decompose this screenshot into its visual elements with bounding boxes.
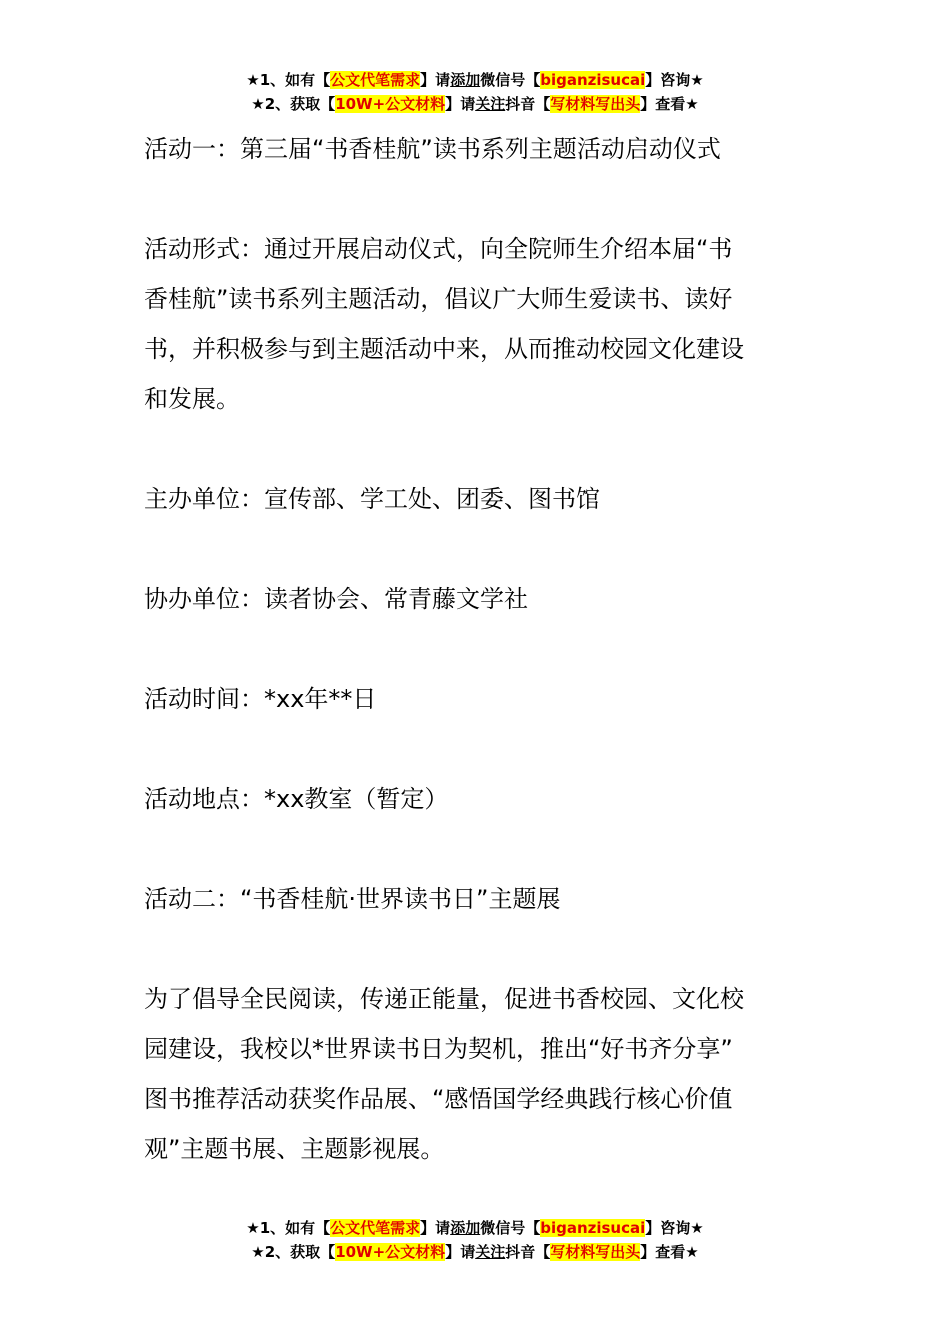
banner-highlight-douyin: 写材料写出头 (550, 1243, 641, 1261)
banner-highlight-wechat-id: biganzisucai (540, 1219, 646, 1237)
activity-time: 活动时间：*xx年**日 (144, 685, 377, 713)
activity-one-heading: 活动一：第三届“书香桂航”读书系列主题活动启动仪式 (144, 135, 721, 163)
paragraph-line: 香桂航”读书系列主题活动，倡议广大师生爱读书、读好 (144, 285, 733, 313)
host-unit: 主办单位：宣传部、学工处、团委、图书馆 (144, 485, 600, 513)
banner-text: 】查看★ (640, 95, 699, 113)
banner-highlight-materials: 10W+公文材料 (335, 1243, 446, 1261)
banner-underlined-add: 添加 (450, 1219, 481, 1237)
paragraph-line: 图书推荐活动获奖作品展、“感悟国学经典践行核心价值 (144, 1085, 733, 1113)
banner-text: 微信号【 (480, 71, 541, 89)
header-banner (0, 68, 950, 116)
document-body (144, 124, 812, 1224)
banner-line-1 (0, 1216, 950, 1240)
banner-text: ★1、如有【 (246, 1219, 331, 1237)
banner-highlight-service: 公文代笔需求 (330, 71, 421, 89)
banner-line-2 (0, 1240, 950, 1264)
banner-text: 】请 (445, 95, 476, 113)
banner-text: ★2、获取【 (251, 1243, 336, 1261)
activity-place: 活动地点：*xx教室（暂定） (144, 785, 449, 813)
paragraph-line: 和发展。 (144, 385, 240, 413)
banner-text: 】请 (420, 71, 451, 89)
paragraph-line: 书，并积极参与到主题活动中来，从而推动校园文化建设 (144, 335, 744, 363)
banner-text: 】查看★ (640, 1243, 699, 1261)
banner-highlight-wechat-id: biganzisucai (540, 71, 646, 89)
activity-form-paragraph (144, 224, 812, 424)
banner-text: 抖音【 (505, 95, 551, 113)
banner-line-2 (0, 92, 950, 116)
banner-text: ★1、如有【 (246, 71, 331, 89)
paragraph-line: 园建设，我校以*世界读书日为契机，推出“好书齐分享” (144, 1035, 733, 1063)
activity-two-intro (144, 974, 812, 1174)
banner-underlined-add: 添加 (450, 71, 481, 89)
banner-highlight-service: 公文代笔需求 (330, 1219, 421, 1237)
banner-text: 】请 (420, 1219, 451, 1237)
banner-line-1 (0, 68, 950, 92)
banner-text: 】请 (445, 1243, 476, 1261)
banner-highlight-douyin: 写材料写出头 (550, 95, 641, 113)
banner-highlight-materials: 10W+公文材料 (335, 95, 446, 113)
banner-text: 】咨询★ (645, 71, 704, 89)
paragraph-line: 活动形式：通过开展启动仪式，向全院师生介绍本届“书 (144, 235, 733, 263)
banner-text: 微信号【 (480, 1219, 541, 1237)
paragraph-line: 为了倡导全民阅读，传递正能量，促进书香校园、文化校 (144, 985, 744, 1013)
banner-underlined-follow: 关注 (475, 1243, 506, 1261)
activity-two-heading: 活动二：“书香桂航·世界读书日”主题展 (144, 885, 561, 913)
banner-text: 】咨询★ (645, 1219, 704, 1237)
co-host-unit: 协办单位：读者协会、常青藤文学社 (144, 585, 528, 613)
footer-banner (0, 1216, 950, 1264)
banner-text: 抖音【 (505, 1243, 551, 1261)
paragraph-line: 观”主题书展、主题影视展。 (144, 1135, 445, 1163)
banner-text: ★2、获取【 (251, 95, 336, 113)
banner-underlined-follow: 关注 (475, 95, 506, 113)
